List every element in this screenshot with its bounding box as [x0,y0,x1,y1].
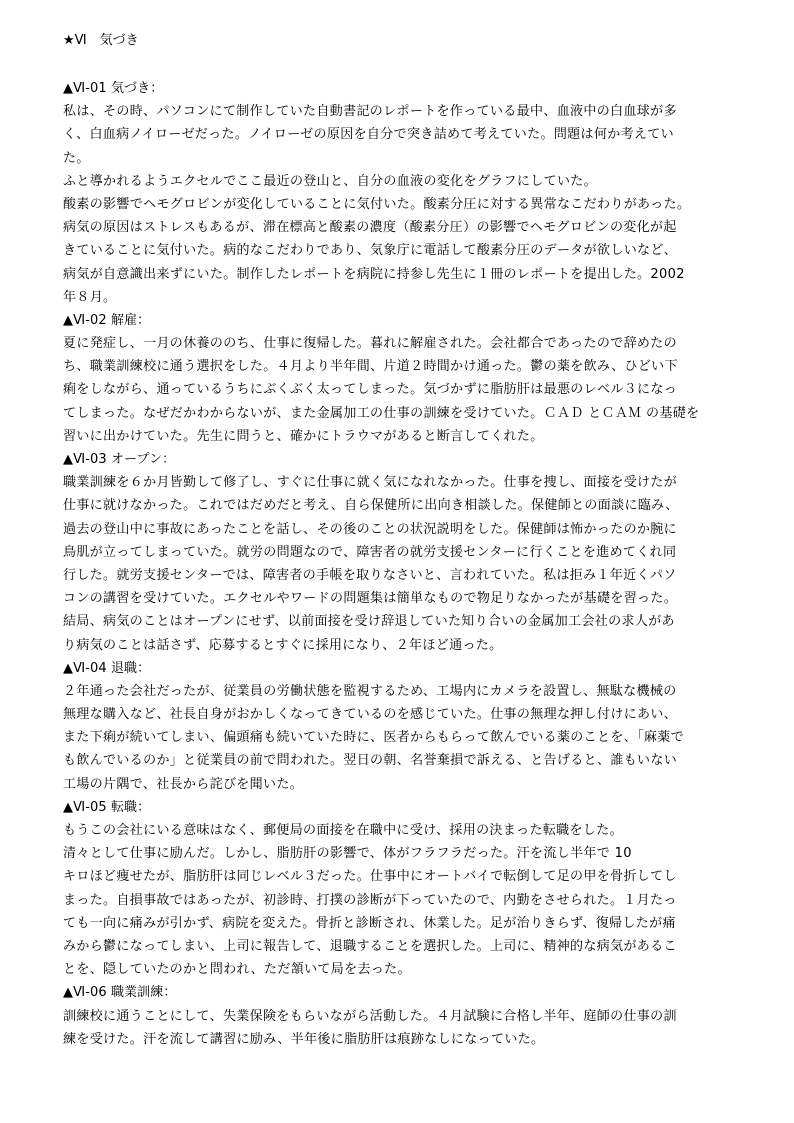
section [63,309,733,448]
body-text-line: ２年通った会社だったが、従業員の労働状態を監視するため、工場内にカメラを設置し、無駄な機械の [63,683,677,699]
body-text-line: まった。自損事故ではあったが、初診時、打撲の診断が下っていたので、内勤をさせられた。１月たっ [63,892,677,908]
body-text-line: コンの講習を受けていた。エクセルやワードの問題集は簡単なもので物足りなかったが基礎を習った。 [63,591,678,607]
body-text-line: 訓練校に通うことにして、失業保険をもらいながら活動した。４月試験に合格し半年、庭師の仕事の訓 [63,1008,677,1024]
body-text-line: 清々として仕事に励んだ。しかし、脂肪肝の影響で、体がフラフラだった。汗を流し半年で 10 [63,846,632,862]
section-heading: ▲Ⅵ-05 転職： [63,799,151,815]
body-text-line: もうこの会社にいる意味はなく、郵便局の面接を在職中に受け、採用の決まった転職をした。 [63,823,623,838]
body-text-line: 病気が自意識出来ずにいた。制作したレポートを病院に持参し先生に１冊のレポートを提出した。2002 [63,266,685,282]
body-text-line: みから鬱になってしまい、上司に報告して、退職することを選択した。上司に、精神的な病気があるこ [63,938,677,954]
document-title: ★Ⅵ 気づき [63,33,139,48]
body-text-line: 習いに出かけていた。先生に問うと、確かにトラウマがあると断言してくれた。 [63,428,544,444]
body-text-line: 痢をしながら、通っているうちにぶくぶく太ってしまった。気づかずに脂肪肝は最悪のレベル３になっ [63,382,678,398]
body-text-line: 行した。就労支援センターでは、障害者の手帳を取りなさいと、言われていた。私は拒み１年近くパソ [63,567,677,583]
body-text-line: キロほど痩せたが、脂肪肝は同じレベル３だった。仕事中にオートバイで転倒して足の甲を骨折してし [63,869,677,885]
document-body [63,77,733,1051]
section-heading: ▲Ⅵ-01 気づき： [63,81,164,96]
body-text-line: 練を受けた。汗を流して講習に励み、半年後に脂肪肝は痕跡なしになっていた。 [63,1031,545,1047]
body-text-line: ち、職業訓練校に通う選択をした。４月より半年間、片道２時間かけ通った。鬱の薬を飲み、ひどい下 [63,359,678,375]
section [63,657,733,796]
body-text-line: く、白血病ノイローゼだった。ノイローゼの原因を自分で突き詰めて考えていた。問題は何か考えてい [63,127,674,143]
section-heading: ▲Ⅵ-03 オープン： [63,452,176,467]
body-text-line: ても一向に痛みが引かず、病院を変えた。骨折と診断され、休業した。足が治りきらず、復帰したが痛 [63,915,676,931]
section-heading: ▲Ⅵ-02 解雇： [63,312,151,328]
body-text-line: また下痢が続いてしまい、偏頭痛も続いていた時に、医者からもらって飲んでいる薬のことを、「麻薬で [63,730,684,746]
section-heading: ▲Ⅵ-06 職業訓練： [63,985,177,1001]
body-text-line: 酸素の影響でヘモグロビンが変化していることに気付いた。酸素分圧に対する異常なこだわりがあった。 [63,196,691,212]
body-text-line: り病気のことは話さず、応募するとすぐに採用になり、２年ほど通った。 [63,637,503,653]
body-text-line: 私は、その時、パソコンにて制作していた自動書記のレポートを作っている最中、血液中の白血球が多 [63,104,677,120]
body-text-line: 仕事に就けなかった。これではだめだと考え、自ら保健所に出向き相談した。保健師との面談に臨み、 [63,498,679,514]
body-text-line: も飲んでいるのか」と従業員の前で問われた。翌日の朝、名誉棄損で訴える、と告げると、誰もいない [63,753,678,769]
section-heading: ▲Ⅵ-04 退職： [63,660,151,676]
section [63,796,733,982]
body-text-line: 夏に発症し、一月の休養ののち、仕事に復帰した。暮れに解雇された。会社都合であったので辞めたの [63,336,677,352]
body-text-line: 年８月。 [63,289,117,305]
section [63,981,733,1051]
body-text-line: きていることに気付いた。病的なこだわりであり、気象庁に電話して酸素分圧のデータが欲しいなど、 [63,243,678,259]
body-text-line: 結局、病気のことはオープンにせず、以前面接を受け辞退していた知り合いの金属加工会社の求人があ [63,614,675,630]
body-text-line: た。 [63,150,90,166]
section [63,448,733,657]
body-text-line: とを、隠していたのかと問われ、ただ頷いて局を去った。 [63,962,411,978]
body-text-line: 工場の片隅で、社長から詫びを聞いた。 [63,776,304,792]
section [63,77,733,309]
document-page [63,29,733,1051]
body-text-line: 無理な購入など、社長自身がおかしくなってきているのを感じていた。仕事の無理な押し付けにあい、 [63,707,678,723]
body-text-line: 病気の原因はストレスもあるが、滞在標高と酸素の濃度（酸素分圧）の影響でヘモグロビンの変化が起 [63,220,677,236]
body-text-line: てしまった。なぜだかわからないが、また金属加工の仕事の訓練を受けていた。ＣＡＤ とＣＡＭ の基礎を [63,405,700,421]
body-text-line: 鳥肌が立ってしまっていた。就労の問題なので、障害者の就労支援センターに行くことを進めてくれ同 [63,544,677,560]
blank-line [63,53,733,77]
body-text-line: ふと導かれるようエクセルでここ最近の登山と、自分の血液の変化をグラフにしていた。 [63,173,598,189]
body-text-line: 職業訓練を６か月皆勤して修了し、すぐに仕事に就く気になれなかった。仕事を捜し、面接を受けたが [63,475,678,491]
body-text-line: 過去の登山中に事故にあったことを話し、その後のことの状況説明をした。保健師は怖かったのか腕に [63,521,677,537]
